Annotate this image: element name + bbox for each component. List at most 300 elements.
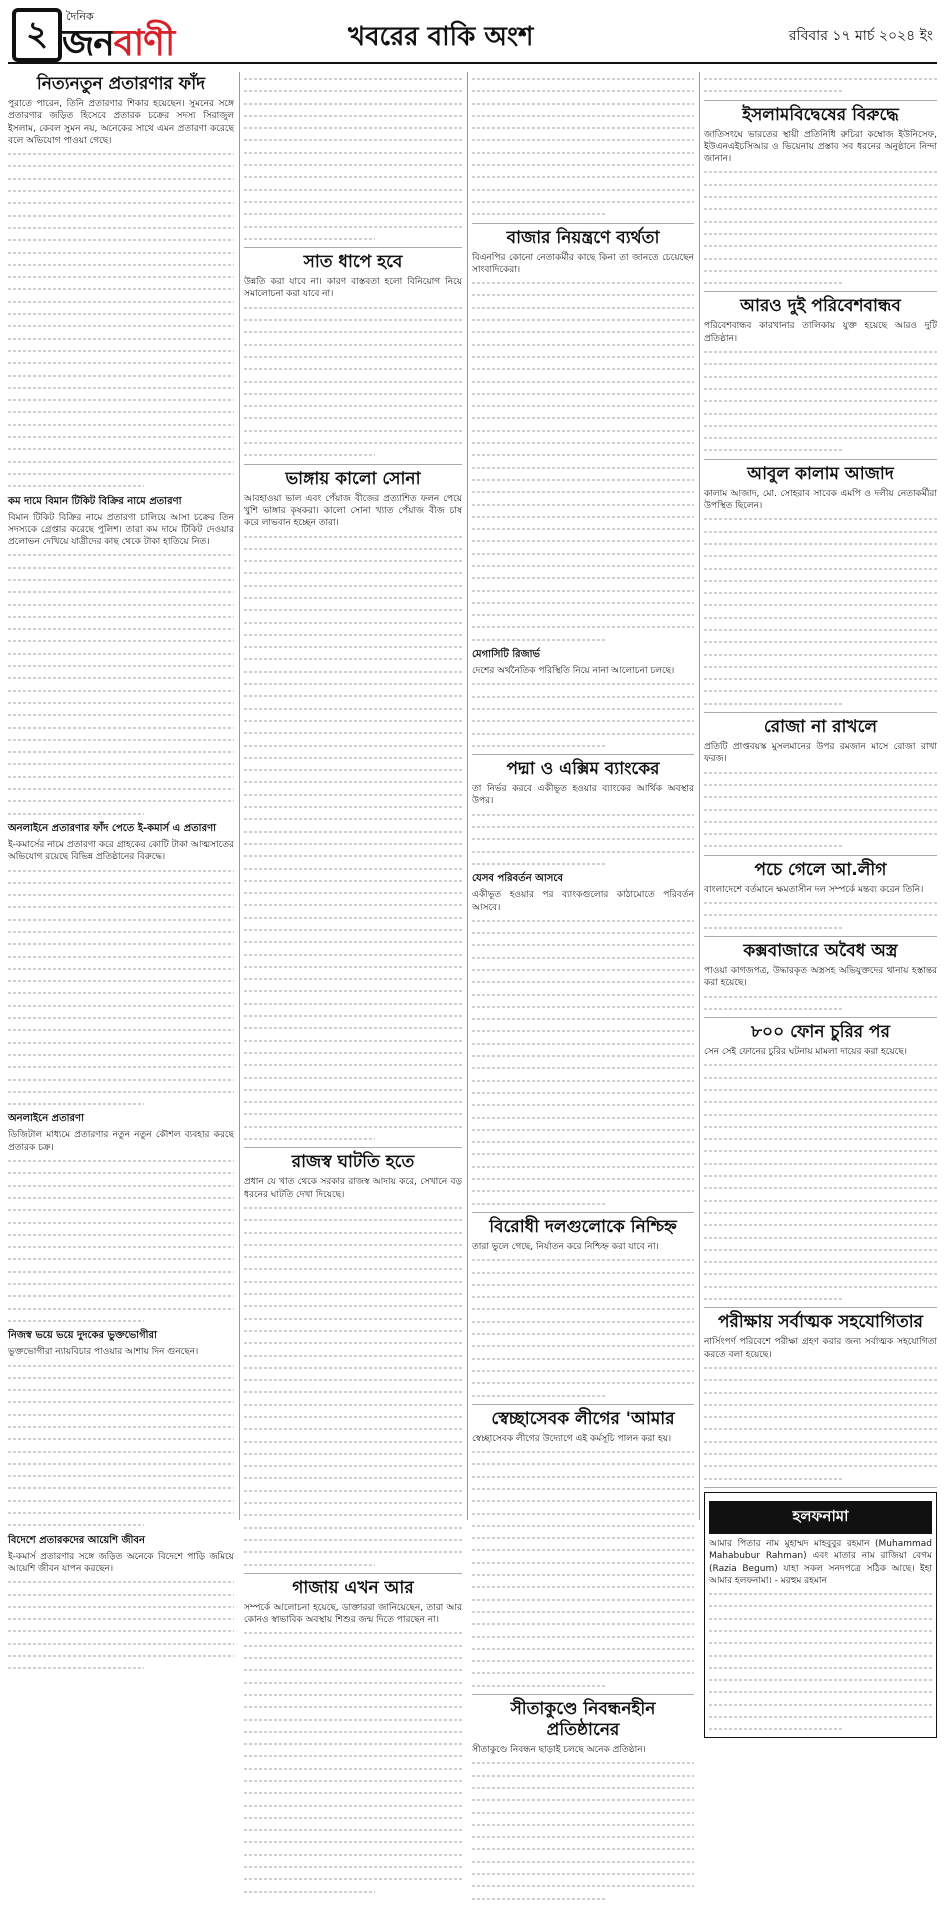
text-line bbox=[472, 1364, 694, 1376]
text-line bbox=[244, 232, 375, 244]
text-line bbox=[244, 1275, 462, 1287]
text-line bbox=[8, 1661, 144, 1673]
text-line bbox=[704, 1398, 937, 1410]
text-line bbox=[472, 1892, 605, 1904]
text-line bbox=[244, 325, 462, 337]
text-line bbox=[704, 611, 937, 623]
text-line bbox=[8, 369, 234, 381]
text-line bbox=[8, 258, 234, 270]
story-gaza bbox=[244, 1578, 462, 1900]
body-text-lines bbox=[704, 72, 937, 97]
text-line bbox=[8, 876, 234, 888]
story-islamophobia bbox=[704, 105, 937, 293]
text-line bbox=[244, 874, 462, 886]
text-line bbox=[472, 1123, 694, 1135]
text-line bbox=[472, 1135, 694, 1147]
text-line bbox=[244, 362, 462, 374]
text-line bbox=[8, 598, 234, 610]
text-line bbox=[8, 479, 144, 491]
text-line bbox=[244, 170, 462, 182]
text-line bbox=[704, 202, 937, 214]
text-line bbox=[704, 672, 937, 684]
subheading: মেগাসিটি রিজার্ভ bbox=[472, 649, 540, 661]
body-text-lines bbox=[704, 1361, 937, 1484]
text-line bbox=[244, 121, 462, 133]
story-headline: রাজস্ব ঘাটতি হতে bbox=[291, 1152, 415, 1173]
text-line bbox=[472, 146, 694, 158]
text-line bbox=[8, 1228, 234, 1240]
body-text-lines bbox=[472, 1253, 694, 1401]
text-line bbox=[244, 301, 462, 313]
text-line bbox=[704, 394, 937, 406]
text-line bbox=[244, 133, 462, 145]
text-line bbox=[8, 647, 234, 659]
text-line bbox=[704, 1144, 937, 1156]
text-line bbox=[472, 808, 694, 820]
text-line bbox=[709, 1710, 932, 1722]
body-text-lines bbox=[704, 896, 937, 933]
text-line bbox=[709, 1624, 932, 1636]
text-line bbox=[704, 1410, 937, 1422]
affidavit-notice bbox=[704, 1492, 937, 1738]
story-revenue-deficit bbox=[244, 1152, 462, 1574]
text-line bbox=[8, 610, 234, 622]
text-line bbox=[244, 1034, 462, 1046]
text-line bbox=[704, 598, 937, 610]
body-text-lines bbox=[472, 72, 694, 220]
text-line bbox=[472, 399, 694, 411]
text-line bbox=[244, 387, 462, 399]
text-line bbox=[244, 424, 462, 436]
text-line bbox=[704, 431, 937, 443]
text-line bbox=[472, 1024, 694, 1036]
text-line bbox=[8, 184, 234, 196]
text-line bbox=[472, 1352, 694, 1364]
text-line bbox=[8, 1445, 234, 1457]
text-line bbox=[8, 585, 234, 597]
text-line bbox=[704, 635, 937, 647]
text-line bbox=[472, 387, 694, 399]
text-line bbox=[704, 276, 844, 288]
text-line bbox=[704, 1255, 937, 1267]
text-line bbox=[704, 908, 937, 920]
text-line bbox=[244, 960, 462, 972]
story-headline: বিরোধী দলগুলোকে নিশ্চিহ্ন bbox=[489, 1216, 677, 1237]
text-line bbox=[704, 1422, 937, 1434]
column-1 bbox=[8, 72, 234, 1574]
text-line bbox=[244, 1749, 462, 1761]
text-line bbox=[472, 313, 694, 325]
body-text-lines bbox=[704, 512, 937, 709]
text-line bbox=[8, 900, 234, 912]
text-line bbox=[8, 999, 234, 1011]
text-line bbox=[472, 1445, 694, 1457]
text-line bbox=[8, 1023, 234, 1035]
text-line bbox=[8, 1036, 234, 1048]
text-line bbox=[472, 1172, 694, 1184]
text-line bbox=[244, 1848, 462, 1860]
text-line bbox=[709, 1685, 932, 1697]
body-text-lines bbox=[244, 1201, 462, 1570]
text-line bbox=[244, 1021, 462, 1033]
column-3 bbox=[472, 72, 694, 1756]
text-line bbox=[709, 1649, 932, 1661]
text-line bbox=[704, 1231, 937, 1243]
text-line bbox=[8, 455, 234, 467]
text-line bbox=[704, 1435, 937, 1447]
story-body: একীভূত হওয়ার পর ব্যাংকগুলোর কাঠামোতে পরিবর্তন আসবে। bbox=[472, 890, 694, 913]
affidavit-body: আমার পিতার নাম মুহাম্মদ মাহবুবুর রহমান (Muhammad Mahabubur Rahman) এবং মাতার নাম রাজিয়া বেগম (Razia Begum) যাহা সকল সনদপত্রে সঠিক আছে। ইহা আমার হলফনামা। - মরহুম রহমান bbox=[709, 1538, 932, 1586]
text-line bbox=[8, 733, 234, 745]
text-line bbox=[8, 1048, 234, 1060]
text-line bbox=[704, 839, 844, 851]
text-line bbox=[8, 1314, 144, 1326]
text-line bbox=[472, 1879, 694, 1891]
text-line bbox=[8, 196, 234, 208]
text-line bbox=[244, 1201, 462, 1213]
text-line bbox=[244, 1009, 462, 1021]
text-line bbox=[244, 1435, 462, 1447]
story-body: ডিজিটাল মাধ্যমে প্রতারণার নতুন নতুন কৌশল ব্যবহার করছে প্রতারক চক্র। bbox=[8, 1130, 234, 1153]
text-line bbox=[8, 1575, 234, 1587]
story-exam-cooperation bbox=[704, 1312, 937, 1488]
text-line bbox=[472, 857, 605, 869]
text-line bbox=[704, 227, 937, 239]
text-line bbox=[244, 1676, 462, 1688]
text-line bbox=[704, 72, 937, 84]
text-line bbox=[472, 72, 694, 84]
text-line bbox=[472, 276, 694, 288]
text-line bbox=[8, 233, 234, 245]
text-line bbox=[244, 689, 462, 701]
text-line bbox=[472, 727, 694, 739]
story-headline: গাজায় এখন আর bbox=[292, 1577, 414, 1598]
text-line bbox=[472, 498, 694, 510]
text-line bbox=[472, 1389, 605, 1401]
text-line bbox=[244, 591, 462, 603]
text-line bbox=[472, 914, 694, 926]
text-line bbox=[472, 963, 694, 975]
text-line bbox=[8, 745, 234, 757]
text-line bbox=[472, 411, 694, 423]
logo-tagline: দৈনিক bbox=[66, 10, 94, 23]
text-line bbox=[8, 573, 234, 585]
text-line bbox=[244, 825, 462, 837]
text-line bbox=[244, 399, 462, 411]
text-line bbox=[472, 926, 694, 938]
text-line bbox=[244, 1688, 462, 1700]
text-line bbox=[472, 1012, 694, 1024]
text-line bbox=[244, 1213, 462, 1225]
body-text-lines bbox=[472, 808, 694, 869]
text-line bbox=[244, 984, 462, 996]
text-line bbox=[472, 1855, 694, 1867]
text-line bbox=[704, 443, 844, 455]
text-line bbox=[472, 1593, 694, 1605]
text-line bbox=[244, 1312, 462, 1324]
text-line bbox=[244, 1046, 462, 1058]
text-line bbox=[244, 1299, 462, 1311]
text-line bbox=[472, 1290, 694, 1302]
text-line bbox=[8, 1097, 144, 1109]
text-line bbox=[472, 1482, 694, 1494]
story-continuation-top bbox=[244, 72, 462, 248]
text-line bbox=[8, 634, 234, 646]
story-headline: আরও দুই পরিবেশবান্ধব bbox=[740, 296, 901, 317]
text-line bbox=[244, 554, 462, 566]
text-line bbox=[472, 1147, 694, 1159]
text-line bbox=[244, 183, 462, 195]
text-line bbox=[8, 1637, 234, 1649]
subheading: কম দামে বিমান টিকিট বিক্রির নামে প্রতারণা bbox=[8, 495, 182, 507]
story-seven-steps bbox=[244, 252, 462, 464]
text-line bbox=[704, 419, 937, 431]
text-line bbox=[704, 345, 937, 357]
text-line bbox=[704, 239, 937, 251]
text-line bbox=[709, 1587, 932, 1599]
text-line bbox=[8, 937, 234, 949]
story-fraud-trap bbox=[8, 74, 234, 1574]
text-line bbox=[244, 1422, 462, 1434]
text-line bbox=[8, 282, 234, 294]
text-line bbox=[472, 1654, 694, 1666]
text-line bbox=[244, 652, 462, 664]
story-headline: সীতাকুণ্ডে নিবন্ধনহীন প্রতিষ্ঠানের bbox=[510, 1699, 656, 1741]
story-body: ই-কমার্সের নামে প্রতারণা করে গ্রাহকের কোটি টাকা আত্মসাতের অভিযোগ রয়েছে বিভিন্ন প্রতিষ্ঠানের বিরুদ্ধে। bbox=[8, 839, 234, 863]
text-line bbox=[244, 812, 462, 824]
story-body: দেশের অর্থনৈতিক পরিস্থিতি নিয়ে নানা আলোচনা চলছে। bbox=[472, 666, 675, 677]
text-line bbox=[244, 1262, 462, 1274]
text-line bbox=[472, 690, 694, 702]
story-continuation-top bbox=[704, 72, 937, 101]
text-line bbox=[704, 990, 937, 1002]
subheading: যেসব পরিবর্তন আসবে bbox=[472, 873, 563, 885]
text-line bbox=[244, 702, 462, 714]
text-line bbox=[472, 1793, 694, 1805]
affidavit-title: হলফনামা bbox=[709, 1501, 932, 1534]
text-line bbox=[244, 1349, 462, 1361]
text-line bbox=[244, 886, 462, 898]
text-line bbox=[244, 997, 462, 1009]
text-line bbox=[244, 1860, 462, 1872]
text-line bbox=[244, 530, 462, 542]
story-body: স্বেচ্ছাসেবক লীগের উদ্যোগে এই কর্মসূচি পালন করা হয়। bbox=[472, 1433, 672, 1444]
text-line bbox=[8, 770, 234, 782]
text-line bbox=[704, 574, 937, 586]
body-text-lines bbox=[244, 72, 462, 244]
text-line bbox=[8, 1240, 234, 1252]
text-line bbox=[472, 1302, 694, 1314]
story-body: ই-কমার্স প্রতারণার সঙ্গে জড়িত অনেকে বিদেশে পাড়ি জমিয়ে আয়েশি জীবন যাপন করছেন। bbox=[8, 1551, 234, 1574]
text-line bbox=[704, 697, 844, 709]
text-line bbox=[244, 220, 462, 232]
text-line bbox=[704, 1194, 937, 1206]
text-line bbox=[244, 579, 462, 591]
text-line bbox=[244, 1385, 462, 1397]
text-line bbox=[244, 665, 462, 677]
text-line bbox=[704, 549, 937, 561]
text-line bbox=[244, 1835, 462, 1847]
body-text-lines bbox=[244, 530, 462, 1145]
story-headline: স্বেচ্ছাসেবক লীগের 'আমার bbox=[491, 1408, 675, 1429]
text-line bbox=[709, 1599, 932, 1611]
text-line bbox=[472, 109, 694, 121]
text-line bbox=[472, 448, 694, 460]
publication-date: রবিবার ১৭ মার্চ ২০২৪ ইং bbox=[788, 28, 933, 44]
text-line bbox=[704, 1267, 937, 1279]
text-line bbox=[8, 696, 234, 708]
text-line bbox=[472, 485, 694, 497]
story-headline: পচে গেলে আ.লীগ bbox=[754, 859, 887, 880]
text-line bbox=[704, 1120, 937, 1132]
story-coxsbazar-arms bbox=[704, 941, 937, 1018]
body-text-lines bbox=[8, 864, 234, 1110]
text-line bbox=[8, 1612, 234, 1624]
text-line bbox=[704, 790, 937, 802]
text-line bbox=[8, 1371, 234, 1383]
body-text-lines bbox=[244, 1626, 462, 1897]
story-body: তা নির্ভর করবে একীভূত হওয়ার ব্যাংকের আর্থিক অবস্থার উপর। bbox=[472, 784, 694, 807]
text-line bbox=[8, 246, 234, 258]
text-line bbox=[244, 1799, 462, 1811]
text-line bbox=[472, 620, 694, 632]
column-divider bbox=[239, 72, 240, 1520]
text-line bbox=[8, 659, 234, 671]
story-headline: নিত্যনতুন প্রতারণার ফাঁদ bbox=[36, 74, 206, 94]
text-line bbox=[472, 1630, 694, 1642]
text-line bbox=[8, 561, 234, 573]
text-line bbox=[8, 1216, 234, 1228]
story-body: সেন সেই ফোনের চুরির ঘটনায় মামলা দায়ের করা হয়েছে। bbox=[704, 1047, 907, 1058]
text-line bbox=[472, 938, 694, 950]
text-line bbox=[472, 1327, 694, 1339]
section-title: খবরের বাকি অংশ bbox=[348, 22, 534, 52]
text-line bbox=[704, 1071, 937, 1083]
text-line bbox=[472, 1568, 694, 1580]
text-line bbox=[704, 1132, 937, 1144]
story-body: পুরাতে পারেন, তিনি প্রতারণার শিকার হয়েছেন। সুমনের সঙ্গে প্রতারণার জড়িত হিসেবে প্রতারক চক্রের সদস্য সিরাজুল ইসলাম, কেবল সুমন নয়, অনেকের সাথে এমন প্রতারণা করেছে বলে অভিযোগ পাওয়া গেছে। bbox=[8, 99, 234, 146]
text-line bbox=[472, 988, 694, 1000]
text-line bbox=[244, 1336, 462, 1348]
text-line bbox=[244, 1545, 462, 1557]
text-line bbox=[472, 1111, 694, 1123]
text-line bbox=[244, 448, 375, 460]
column-4 bbox=[704, 72, 937, 1586]
body-text-lines bbox=[472, 276, 694, 645]
text-line bbox=[472, 1470, 694, 1482]
text-line bbox=[8, 356, 234, 368]
story-body: আবহাওয়া ভাল এবং পেঁয়াজ বীজের প্রত্যাশিত ফলন পেয়ে খুশি ভাঙ্গার কৃষকরা। কালো সোনা খ্যাত পেঁয়াজ বীজ চাষ করে লাভবান হচ্ছেন তারা। bbox=[244, 493, 462, 529]
body-text-lines bbox=[244, 301, 462, 461]
text-line bbox=[8, 962, 234, 974]
text-line bbox=[244, 1496, 462, 1508]
text-line bbox=[8, 913, 234, 925]
text-line bbox=[704, 165, 937, 177]
text-line bbox=[472, 1098, 694, 1110]
text-line bbox=[472, 362, 694, 374]
text-line bbox=[472, 1531, 694, 1543]
text-line bbox=[244, 1361, 462, 1373]
body-text-lines bbox=[704, 990, 937, 1015]
story-body: উন্নতি করা যাবে না। কারণ বাস্তবতা হলো বিনিয়োগ নিয়ে সমালোচনা করা যাবে না। bbox=[244, 277, 462, 300]
story-headline: পদ্মা ও এক্সিম ব্যাংকের bbox=[506, 759, 660, 780]
story-headline: বাজার নিয়ন্ত্রণে ব্যর্থতা bbox=[506, 227, 660, 248]
text-line bbox=[472, 121, 694, 133]
text-line bbox=[8, 381, 234, 393]
text-line bbox=[704, 1243, 937, 1255]
text-line bbox=[8, 684, 234, 696]
text-line bbox=[244, 837, 462, 849]
text-line bbox=[472, 1642, 694, 1654]
text-line bbox=[8, 430, 234, 442]
text-line bbox=[8, 1506, 234, 1518]
text-line bbox=[472, 534, 694, 546]
text-line bbox=[472, 510, 694, 522]
text-line bbox=[704, 1292, 844, 1304]
text-line bbox=[8, 1060, 234, 1072]
text-line bbox=[244, 1083, 462, 1095]
text-line bbox=[704, 586, 937, 598]
text-line bbox=[704, 1157, 937, 1169]
text-line bbox=[472, 608, 694, 620]
text-line bbox=[709, 1698, 932, 1710]
text-line bbox=[704, 264, 937, 276]
text-line bbox=[244, 935, 462, 947]
text-line bbox=[704, 1361, 937, 1373]
text-line bbox=[472, 1666, 694, 1678]
text-line bbox=[244, 1410, 462, 1422]
body-text-lines bbox=[8, 147, 234, 491]
column-2 bbox=[244, 72, 462, 1626]
text-line bbox=[472, 1160, 694, 1172]
text-line bbox=[704, 1181, 937, 1193]
text-line bbox=[472, 584, 694, 596]
text-line bbox=[8, 147, 234, 159]
text-line bbox=[472, 1756, 694, 1768]
story-body: বিমান টিকিট বিক্রির নামে প্রতারণা চালিয়ে আসা চক্রের তিন সদস্যকে গ্রেপ্তার করেছে পুলিশ। তারা কম দামে টিকিট দেওয়ার প্রলোভন দেখিয়ে যাত্রীদের কাছ থেকে টাকা হাতিয়ে নিত। bbox=[8, 512, 234, 548]
text-line bbox=[244, 1558, 375, 1570]
text-line bbox=[8, 1432, 234, 1444]
text-line bbox=[704, 357, 937, 369]
text-line bbox=[472, 845, 694, 857]
text-line bbox=[8, 794, 234, 806]
text-line bbox=[244, 1872, 462, 1884]
text-line bbox=[8, 1073, 234, 1085]
text-line bbox=[704, 623, 937, 635]
story-fasting bbox=[704, 717, 937, 856]
story-body: জাতিসংঘে ভারতের স্থায়ী প্রতিনিধি রুচিরা কম্বোজ ইউনিসেফ, ইউএনএইচসিআর ও ভিয়েনায় প্রস্তাব সব ধরনের অনুষ্ঠানে নিন্দা জানান। bbox=[704, 129, 937, 165]
text-line bbox=[244, 775, 462, 787]
text-line bbox=[244, 1533, 462, 1545]
story-headline: ইসলামবিদ্বেষের বিরুদ্ধে bbox=[742, 104, 899, 125]
text-line bbox=[8, 209, 234, 221]
body-text-lines bbox=[704, 345, 937, 456]
text-line bbox=[8, 1203, 234, 1215]
text-line bbox=[704, 1206, 937, 1218]
text-line bbox=[8, 757, 234, 769]
body-text-lines bbox=[8, 1154, 234, 1326]
text-line bbox=[472, 571, 694, 583]
text-line bbox=[472, 1376, 694, 1388]
story-volunteer-league bbox=[472, 1409, 694, 1695]
text-line bbox=[244, 158, 462, 170]
text-line bbox=[244, 1762, 462, 1774]
text-line bbox=[8, 1420, 234, 1432]
text-line bbox=[704, 1386, 937, 1398]
text-line bbox=[8, 1289, 234, 1301]
story-sitakunda bbox=[472, 1699, 694, 1907]
text-line bbox=[472, 1000, 694, 1012]
